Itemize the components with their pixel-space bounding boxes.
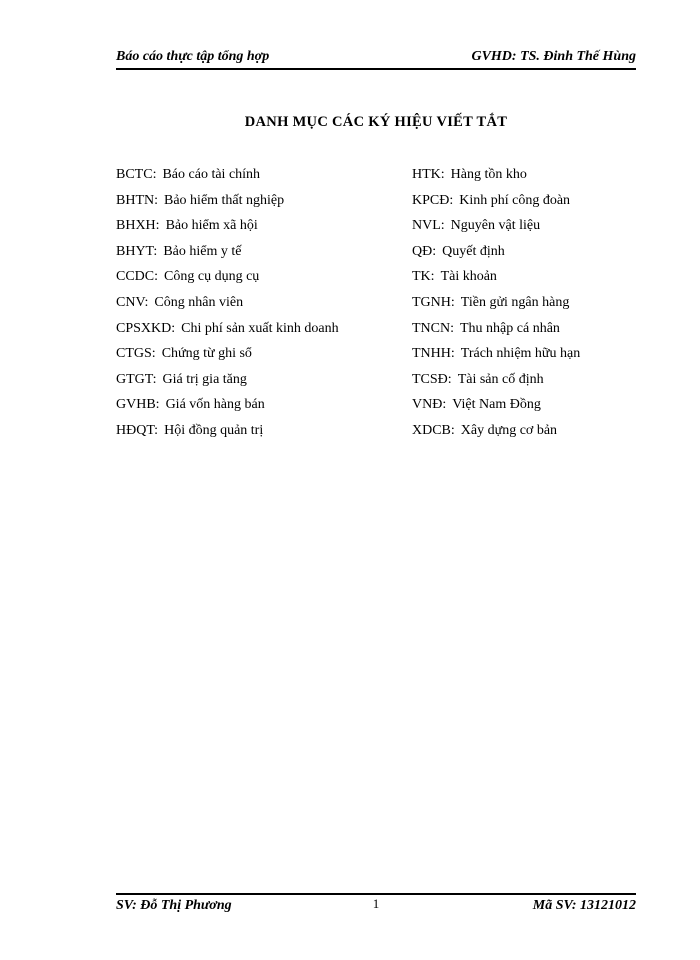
- abbreviation-code: TK:: [412, 269, 435, 285]
- abbreviation-code: CTGS:: [116, 346, 156, 362]
- abbreviation-code: CCDC:: [116, 269, 159, 285]
- abbreviation-meaning: Hàng tồn kho: [450, 167, 527, 182]
- abbreviation-entry: [412, 341, 652, 367]
- abbreviation-entry: [116, 162, 386, 188]
- abbreviation-entry: [412, 290, 652, 316]
- abbreviation-meaning: Giá trị gia tăng: [162, 371, 247, 387]
- abbreviation-code: TNCN:: [412, 320, 454, 336]
- abbreviation-code: TCSĐ:: [412, 371, 452, 387]
- abbreviation-code: HĐQT:: [116, 422, 159, 438]
- abbreviation-meaning: Bảo hiểm xã hội: [165, 218, 258, 234]
- abbreviation-meaning: Tài sản cố định: [457, 371, 544, 387]
- abbreviation-list-right: [412, 162, 652, 444]
- abbreviation-meaning: Kinh phí công đoàn: [459, 192, 571, 208]
- abbreviation-entry: [412, 162, 652, 188]
- abbreviation-code: BCTC:: [116, 167, 157, 182]
- abbreviation-code: QĐ:: [412, 243, 437, 259]
- abbreviation-entry: [116, 239, 386, 265]
- abbreviation-entry: [412, 188, 652, 214]
- abbreviation-code: NVL:: [412, 218, 445, 234]
- footer-student-name: SV: Đỗ Thị Phương: [116, 898, 232, 913]
- abbreviation-entry: [116, 367, 386, 393]
- abbreviation-entry: [412, 418, 652, 444]
- abbreviation-code: BHYT:: [116, 243, 158, 259]
- abbreviation-meaning: Giá vốn hàng bán: [165, 397, 265, 413]
- page-footer: [116, 893, 636, 917]
- abbreviation-meaning: Tiền gửi ngân hàng: [460, 294, 570, 310]
- abbreviation-meaning: Bảo hiểm y tế: [163, 243, 242, 259]
- abbreviation-meaning: Xây dựng cơ bản: [460, 422, 558, 438]
- abbreviation-code: TGNH:: [412, 294, 455, 310]
- abbreviation-meaning: Thu nhập cá nhân: [460, 320, 560, 336]
- footer-student-id: Mã SV: 13121012: [532, 898, 636, 913]
- header-report-title: Báo cáo thực tập tổng hợp: [116, 49, 270, 64]
- abbreviation-meaning: Chi phí sản xuất kinh doanh: [181, 320, 339, 336]
- abbreviation-entry: [116, 213, 386, 239]
- abbreviation-code: GTGT:: [116, 371, 157, 387]
- abbreviation-meaning: Nguyên vật liệu: [450, 218, 541, 234]
- abbreviation-meaning: Trách nhiệm hữu hạn: [460, 346, 581, 362]
- abbreviation-code: XDCB:: [412, 422, 455, 438]
- abbreviation-entry: [116, 290, 386, 316]
- abbreviation-entry: [412, 316, 652, 342]
- page-title: DANH MỤC CÁC KÝ HIỆU VIẾT TẮT: [244, 114, 508, 130]
- abbreviation-entry: [116, 188, 386, 214]
- page-number: 1: [372, 896, 380, 911]
- abbreviation-code: KPCĐ:: [412, 192, 454, 208]
- abbreviation-meaning: Công nhân viên: [154, 294, 244, 310]
- abbreviation-meaning: Quyết định: [442, 243, 505, 259]
- abbreviation-entry: [412, 264, 652, 290]
- abbreviation-entry: [412, 392, 652, 418]
- abbreviation-code: CPSXKD:: [116, 320, 176, 336]
- abbreviation-entry: [116, 316, 386, 342]
- abbreviation-entry: [412, 239, 652, 265]
- abbreviation-meaning: Báo cáo tài chính: [162, 167, 261, 182]
- page-header: [116, 46, 636, 70]
- abbreviation-code: TNHH:: [412, 346, 455, 362]
- abbreviation-meaning: Tài khoản: [440, 269, 497, 285]
- abbreviation-code: GVHB:: [116, 397, 160, 413]
- abbreviation-meaning: Bảo hiểm thất nghiệp: [164, 192, 285, 208]
- abbreviation-code: VNĐ:: [412, 397, 447, 413]
- header-supervisor: GVHD: TS. Đinh Thế Hùng: [471, 49, 636, 64]
- abbreviation-entry: [412, 367, 652, 393]
- abbreviation-meaning: Công cụ dụng cụ: [164, 269, 260, 285]
- abbreviation-entry: [116, 392, 386, 418]
- abbreviation-meaning: Chứng từ ghi sổ: [161, 346, 252, 362]
- abbreviation-list-left: [116, 162, 386, 444]
- abbreviation-entry: [116, 264, 386, 290]
- abbreviation-entry: [116, 418, 386, 444]
- abbreviation-code: BHTN:: [116, 192, 158, 208]
- abbreviation-meaning: Việt Nam Đồng: [452, 397, 541, 413]
- abbreviation-entry: [412, 213, 652, 239]
- abbreviation-meaning: Hội đồng quản trị: [164, 422, 264, 438]
- abbreviation-code: CNV:: [116, 294, 149, 310]
- abbreviation-code: BHXH:: [116, 218, 160, 234]
- abbreviation-code: HTK:: [412, 167, 445, 182]
- abbreviation-entry: [116, 341, 386, 367]
